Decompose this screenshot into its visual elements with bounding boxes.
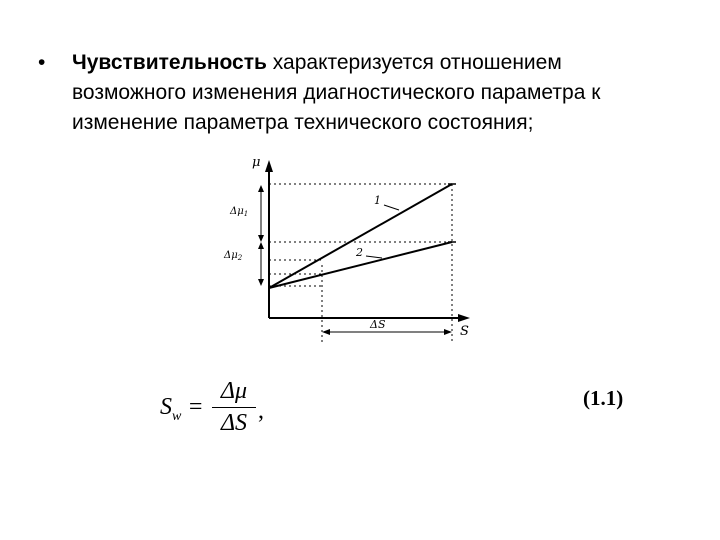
x-axis-arrow bbox=[458, 314, 470, 322]
delta-mu-1-symbol: Δμ bbox=[230, 206, 244, 217]
formula-equals: = bbox=[187, 394, 204, 420]
bullet-item bbox=[38, 48, 678, 138]
delta-mu-2-label bbox=[223, 250, 243, 262]
y-axis-arrow bbox=[265, 160, 273, 172]
bullet-paragraph bbox=[72, 48, 678, 138]
formula-numerator: Δμ bbox=[212, 378, 256, 408]
axis-y-label: μ bbox=[252, 155, 261, 170]
formula-fraction bbox=[212, 378, 256, 437]
bullet-term: Чувствительность bbox=[72, 51, 267, 74]
line-1-label: 1 bbox=[374, 194, 381, 207]
formula-lhs-symbol: S bbox=[160, 394, 172, 420]
delta-mu-2-arrow-head-top bbox=[258, 242, 264, 249]
delta-mu-1-label bbox=[229, 206, 248, 218]
delta-mu-2-arrow-head-bottom bbox=[258, 279, 264, 286]
delta-mu-1-subscript: 1 bbox=[243, 210, 249, 218]
formula-lhs-subscript: w bbox=[172, 408, 182, 424]
axis-x-label: S bbox=[460, 324, 469, 339]
line-2-leader bbox=[366, 256, 382, 258]
line-1-leader bbox=[384, 205, 399, 210]
delta-s-arrow-head-right bbox=[444, 329, 452, 335]
delta-mu-1-arrow-head-bottom bbox=[258, 235, 264, 242]
equation-number: (1.1) bbox=[583, 386, 624, 410]
delta-s-arrow-head-left bbox=[322, 329, 330, 335]
bullet-definition: характеризуется отношением возможного изменения диагностического параметра к изменение параметра технического состояния; bbox=[72, 51, 601, 134]
formula-lhs bbox=[160, 394, 204, 425]
delta-mu-2-subscript: 2 bbox=[237, 254, 243, 262]
delta-s-label: ΔS bbox=[370, 318, 386, 331]
delta-mu-1-arrow-head-top bbox=[258, 185, 264, 192]
delta-mu-2-symbol: Δμ bbox=[224, 250, 238, 261]
formula-denominator: ΔS bbox=[220, 410, 248, 436]
formula-comma: , bbox=[258, 398, 264, 424]
bullet-symbol: • bbox=[38, 51, 46, 74]
sensitivity-diagram bbox=[214, 150, 484, 350]
line-2-label: 2 bbox=[356, 246, 363, 259]
line-1 bbox=[269, 184, 452, 288]
